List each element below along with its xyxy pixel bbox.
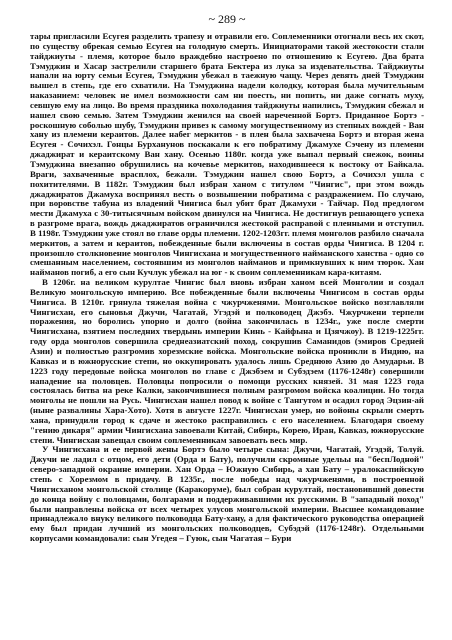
body-text xyxy=(30,32,424,544)
page-number: ~ 289 ~ xyxy=(208,12,246,26)
paragraph: У Чингисхана и ее первой жены Бортэ было четыре сына: Джучи, Чагатай, Угэдэй, Толуй. Джучи не ладил с отцом, его дети (Орда и Бату), получили скромные удельы на "беспЛодной" северо-западной окраине империи. Хан Орда – Южную Сибирь, а хан Бату – уралокаспийскую степь с Хорезмом в придачу. В 1235г., после победы над чжурчженями, в построенной Чингисханом монгольской столице (Каракоруме), был собран курултай, постановивший довести до конца войну с половцами, болгарами и поддерживавшими их русскими. В "западный поход" были направлены войска от всех четырех улусов монгольской империи. Высшее командование принадлежало внуку великого полководца Бату-хану, а для фактического руководства операцией ему был придан лучший из монгольских полководцев, Субэдэй (1176-1248г). Отдельными корпусами командовали: сын Угедея – Гуюк, сын Чагатая – Бури xyxy=(30,444,424,544)
paragraph: В 1206г. на великом курултае Чингис был вновь избран ханом всей Монголии и создал Великую монгольскую империю. Все побежденные были включены Чингисом в состав орды Чингиса. В 1210г. грянула тяжелая война с чжурчженями. Монгольское войско возглавляли Чингисхан, его сыновья Джучи, Чагатай, Угэдэй и полководец Джэбэ. Чжурчжени терпели поражения, но боролись упорно и долго (война закончилась в 1234г., уже после смерти Чингисхана, взятием последних твердынь империи Кинь - Кайфына и Цзячжоу). В 1219-1225гг. году орда монголов совершила среднеазиатский поход, сокрушив Саманидов (эмиров Средней Азии) и полностью разгромив хорезмские войска. Монгольские войска проникли в Индию, на Кавказ и в южнорусские степи, но оккупировать удалось лишь Среднюю Азию до Амударьи. В 1223 году передовые войска монголов во главе с Джэбэем и Субэдэем (1176-1248г) совершили нападение на половцев. Половцы попросили о помощи русских князей. 31 мая 1223 года состоялась битва на реке Калки, закончившиеся полным разгромом войска коалиции. Но тогда монголы не пошли на Русь. Чингисхан нашел повод к войне с Тангутом и осадил город Эцзин-ай (ныне развалины Хара-Хото). Хотя в августе 1227г. Чингисхан умер, но войоны скрыли смерть хана, принудили город к сдаче и жестоко расправились с его населением. Благодаря своему "гению дикаря" армии Чингисхана завоевали Китай, Сибирь, Корею, Иран, Кавказ, южнорусские степи. Чингисхан завещал своим соплеменникам завоевать весь мир. xyxy=(30,277,424,445)
paragraph: тары пригласили Есугея разделить трапезу и отравили его. Соплеменники отогнали весь их скот, по существу обрекая семью Есугея на голодную смерть. Инициаторами такой жестокости стали тайджиуты - племя, которое было враждебно настроено по отношению к Есугею. Два брата Тэмуджин и Хасар застрелили старшего брата Бектера из лука за издевательства. Тайджиуты напали на юрту семьи Есугея, Тэмуджин убежал в таежную чащу. Через девять дней Тэмуджин вышел в степь, где его схватили. На Тэмуджина надели колодку, которая была мучительным наказанием: человек не имел возможности сам ни поесть, ни попить, ни даже согнать муху, севшую ему на лицо. Во время праздника похолодания тайджиуты напились, Тэмуджин сбежал и нашел свою семью. Затем Тэмуджин женился на своей нареченной Бортэ. Приданное Бортэ - роскошную соболью шубу, Тэмуджин привез к самому могущественному из степных вождей - Ван хану из племени кераитов. Далее набег меркитов - в плен была захвачена Бортэ и вторая жена Есугея - Сочихэл. Гонцы Бурханунов поскакали к его побратиму Джамухе Сэчену из племени джаджират и кераитскому Ван хану. Осенью 1180г. когда уже выпал первый снежок, воины Тэмуджина внезапно обрушились на кочевье меркитов, находившееся к востоку от Байкала. Враги, захваченные врасплох, бежали. Тэмуджин нашел свою Бортэ, а Сочихэл ушла с похитителями. В 1182г. Тэмуджин был избран ханом с титулом "Чингис", при этом вождь джаджиратов Джамуха воспринял весть о возвышении побратима с раздражением. По случаю, при воровстве табуна из владений Чингиса был убит брат Джамухи - Тайчар. Под предлогом мести Джамуха с 30-титысячным войском двинулся на Чингиса. Не достигнув решающего успеха в разгроме врага, вождь джаджиратов ограничился жестокой расправой с пленными и отступил. В 1198г. Тэмуджин уже стоял во главе орды племени. 1202-1203гг. племя монголов разбило сначала меркитов, а затем и кераитов, побежденные были включены в состав орды Чингиса. В 1204 г. произошло столкновение монголов Чингисхана и могущественного найманского ханства - одно со смешанным населением, состоявшим из монголов найманов и примкнувших к ним тюрок. Хан найманов погиб, а его сын Кучлук убежал на юг - к своим соплеменникам кара-китаям. xyxy=(30,31,424,278)
